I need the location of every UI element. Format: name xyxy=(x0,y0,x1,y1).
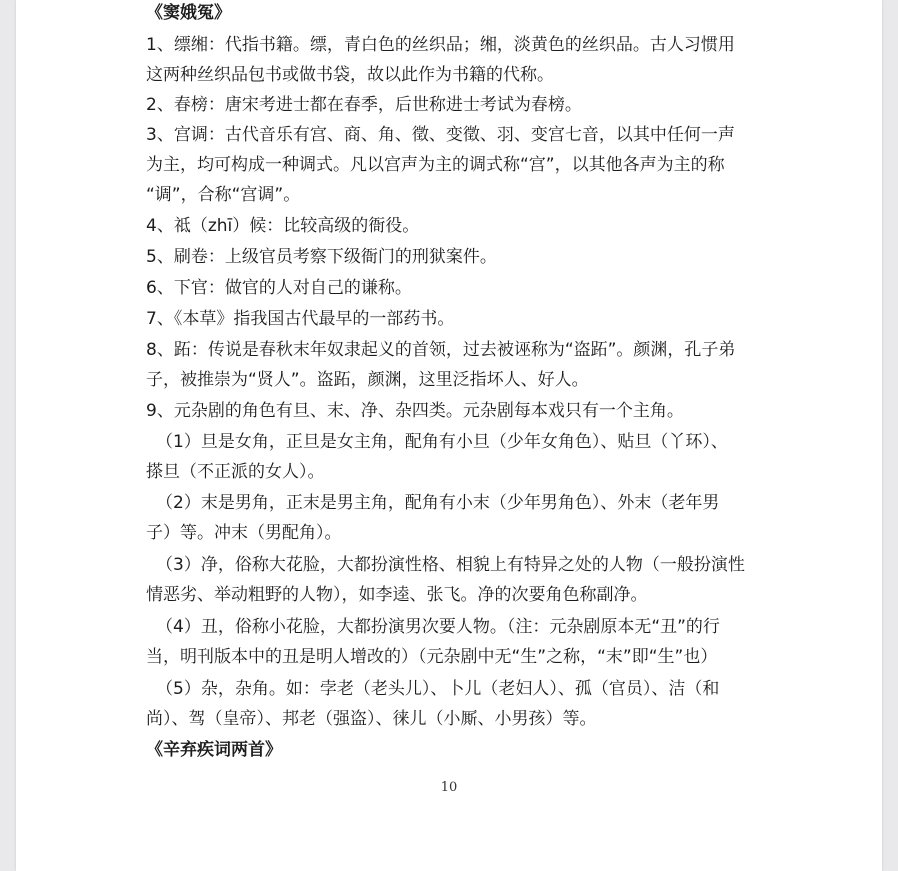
text-line: 这两种丝织品包书或做书袋，故以此作为书籍的代称。 xyxy=(146,65,554,85)
section-title-xin-qiji: 《辛弃疾词两首》 xyxy=(146,740,282,760)
text-line: 为主，均可构成一种调式。凡以宫声为主的调式称“宫”，以其他各声为主的称 xyxy=(146,155,725,175)
text-line: 子）等。冲末（男配角）。 xyxy=(146,523,342,543)
text-line: 1、缥缃：代指书籍。缥，青白色的丝织品；缃，淡黄色的丝织品。古人习惯用 xyxy=(146,35,735,55)
text-line: 2、春榜：唐宋考进士都在春季，后世称进士考试为春榜。 xyxy=(146,95,582,115)
text-line: 情恶劣、举动粗野的人物），如李逵、张飞。净的次要角色称副净。 xyxy=(146,585,648,605)
text-line: 4、祗（zhī）候：比较高级的衙役。 xyxy=(146,216,420,236)
text-line: “调”，合称“宫调”。 xyxy=(146,185,301,205)
text-line: （2）末是男角，正末是男主角，配角有小末（少年男角色）、外末（老年男 xyxy=(156,493,720,513)
text-line: 5、刷卷：上级官员考察下级衙门的刑狱案件。 xyxy=(146,247,497,267)
text-line: 6、下官：做官的人对自己的谦称。 xyxy=(146,278,412,298)
text-line: 当，明刊版本中的丑是明人增改的）（元杂剧中无“生”之称，“末”即“生”也） xyxy=(146,647,718,667)
page-number: 10 xyxy=(440,780,458,795)
text-line: （5）杂，杂角。如：孛老（老头儿）、卜儿（老妇人）、孤（官员）、洁（和 xyxy=(156,679,720,699)
section-title-dou-e-yuan: 《窦娥冤》 xyxy=(146,3,231,23)
text-line: （1）旦是女角，正旦是女主角，配角有小旦（少年女角色）、贴旦（丫环）、 xyxy=(156,432,728,452)
document-page xyxy=(16,0,882,871)
text-line: 7、《本草》指我国古代最早的一部药书。 xyxy=(146,309,455,329)
text-line: 尚）、驾（皇帝）、邦老（强盗）、徕儿（小厮、小男孩）等。 xyxy=(146,709,597,729)
text-line: 9、元杂剧的角色有旦、末、净、杂四类。元杂剧每本戏只有一个主角。 xyxy=(146,401,684,421)
text-line: 子，被推崇为“贤人”。盗跖，颜渊，这里泛指坏人、好人。 xyxy=(146,370,589,390)
text-line: （4）丑，俗称小花脸，大都扮演男次要人物。（注：元杂剧原本无“丑”的行 xyxy=(156,617,720,637)
text-line: 搽旦（不正派的女人）。 xyxy=(146,462,325,482)
text-line: 3、宫调：古代音乐有宫、商、角、徵、变徵、羽、变宫七音，以其中任何一声 xyxy=(146,125,735,145)
text-line: （3）净，俗称大花脸，大都扮演性格、相貌上有特异之处的人物（一般扮演性 xyxy=(156,555,745,575)
text-line: 8、跖：传说是春秋末年奴隶起义的首领，过去被诬称为“盗跖”。颜渊，孔子弟 xyxy=(146,340,736,360)
